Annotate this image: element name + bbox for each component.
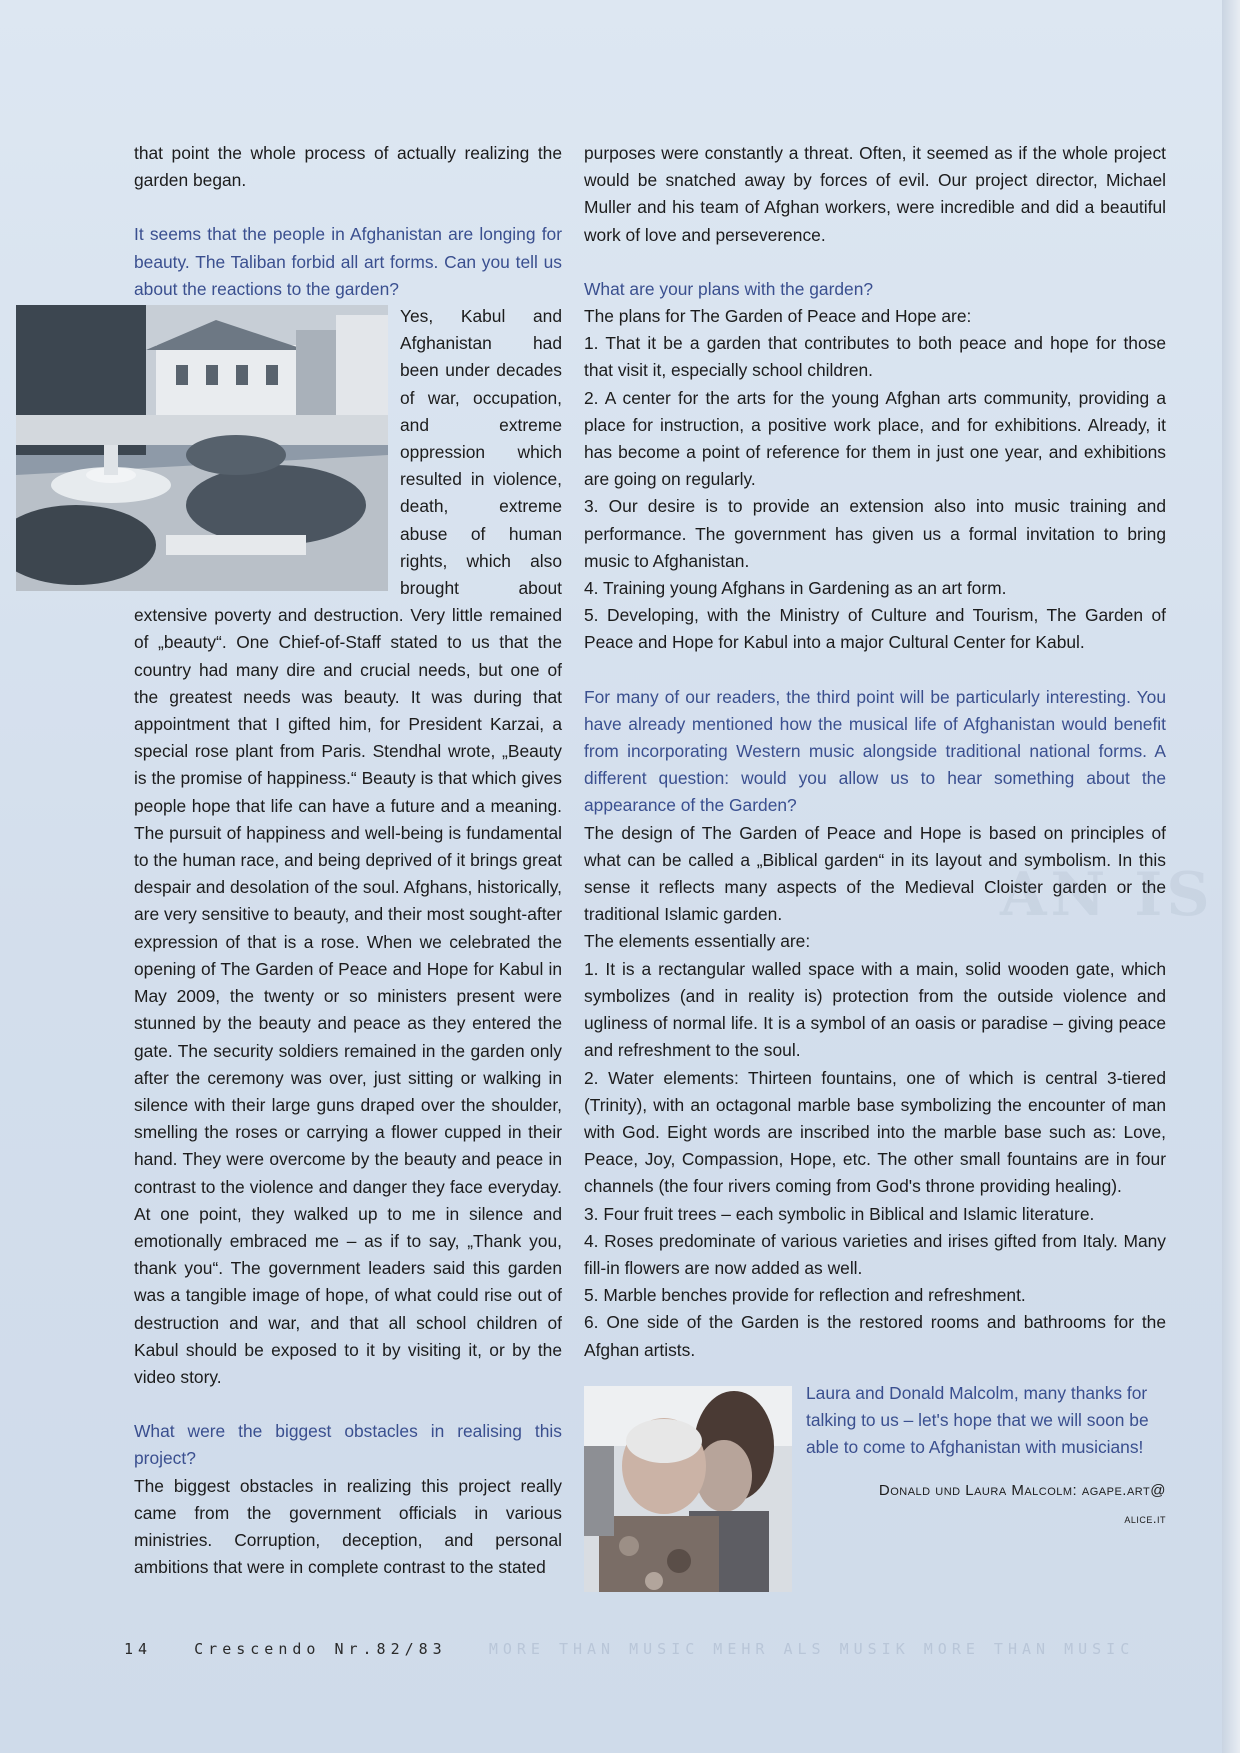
element-item: 4. Roses predominate of various varieties and irises gifted from Italy. Many fill-in flowers are now added as well.: [584, 1230, 1166, 1278]
page-number: 14: [124, 1640, 153, 1658]
plan-item: 4. Training young Afghans in Gardening as an art form.: [584, 578, 1007, 599]
answer-reactions: Yes, Kabul and Afghanistan had been under decades of war, occupation, and extreme oppression which resulted in violence, death, extreme abuse of human rights, which also brought about extensive poverty and destruction. Very little remained of „beauty“. One Chief-of-Staff stated to us that the country had many dire and crucial needs, but one of the greatest needs was beauty. It was during that appointment that I gifted him, for President Karzai, a special rose plant from Paris. Stendhal wrote, „Beauty is the promise of happiness.“ Beauty is that which gives people hope that life can have a future and a meaning. The pursuit of happiness and well-being is fundamental to the human race, and being deprived of it brings great despair and desolation of the soul. Afghans, historically, are very sensitive to beauty, and their most sought-after expression of that is a rose. When we celebrated the opening of The Garden of Peace and Hope for Kabul in May 2009, the twenty or so ministers present were stunned by the beauty and peace as they entered the gate. The security soldiers remained in the garden only after the ceremony was over, just sitting or walking in silence with their large guns draped over the shoulder, smelling the roses or carrying a flower cupped in their hand. They were overcome by the beauty and peace in contrast to the violence and danger they face everyday. At one point, they walked up to me in silence and emotionally embraced me – as if to say, „Thank you, thank you“. The government leaders said this garden was a tangible image of hope, of what could rise out of destruction and war, and that all school children of Kabul should be exposed to it by visiting it, or by the video story.: [134, 303, 562, 1391]
plans-intro: The plans for The Garden of Peace and Hope are:: [584, 306, 972, 327]
plan-item: 2. A center for the arts for the young Afghan arts community, providing a place for instruction, a positive work place, and for exhibitions. Already, it has become a point of reference for them in just one year, and exhibitions are going on regularly.: [584, 387, 1166, 490]
element-item: 1. It is a rectangular walled space with a main, solid wooden gate, which symbolizes (and in reality is) protection from the outside violence and ugliness of normal life. It is a symbol of an oasis or paradise – giving peace and refreshment to the soul.: [584, 958, 1166, 1061]
design-paragraph: The design of The Garden of Peace and Hope is based on principles of what can be called a „Biblical garden“ in its layout and symbolism. In this sense it reflects many aspects of the Medieval Cloister garden or the traditional Islamic garden.: [584, 822, 1166, 925]
closing-block: [584, 1380, 1166, 1532]
author-credit: Donald und Laura Malcolm: agape.art@ alice.it: [878, 1482, 1166, 1526]
plan-item: 1. That it be a garden that contributes to both peace and hope for those that visit it, especially school children.: [584, 333, 1166, 381]
garden-photo: [16, 305, 388, 591]
page-spine: [1222, 0, 1240, 1753]
magazine-issue: Crescendo Nr.82/83: [194, 1640, 447, 1658]
closing-remark: Laura and Donald Malcolm, many thanks for talking to us – let's hope that we will soon be able to come to Afghanistan with musicians!: [806, 1382, 1149, 1458]
plan-item: 5. Developing, with the Ministry of Culture and Tourism, The Garden of Peace and Hope for Kabul into a major Cultural Center for Kabul.: [584, 605, 1166, 653]
answer-obstacles: The biggest obstacles in realizing this project really came from the government officials in various ministries. Corruption, deception, and personal ambitions that were in complete contrast to the stated: [134, 1475, 562, 1578]
plan-item: 3. Our desire is to provide an extension also into music training and performance. The government has given us a formal invitation to bring music to Afghanistan.: [584, 496, 1166, 571]
elements-intro: The elements essentially are:: [584, 931, 811, 952]
footer-tagline: MORE THAN MUSIC MEHR ALS MUSIK MORE THAN MUSIC: [488, 1640, 1135, 1658]
question-appearance: For many of our readers, the third point will be particularly interesting. You have already mentioned how the musical life of Afghanistan would benefit from incorporating Western music alongside traditional national forms. A different question: would you allow us to hear something about the appearance of the Garden?: [584, 686, 1166, 816]
page-footer: [124, 1640, 1134, 1658]
element-item: 5. Marble benches provide for reflection and refreshment.: [584, 1285, 1026, 1306]
intro-paragraph: that point the whole process of actually realizing the garden began.: [134, 143, 562, 191]
element-item: 2. Water elements: Thirteen fountains, one of which is central 3-tiered (Trinity), with an octagonal marble base symbolizing the encounter of man with God. Eight words are inscribed into the marble base such as: Love, Peace, Joy, Compassion, Hope, etc. The other small fountains are in four channels (the four rivers coming from God's throne providing healing).: [584, 1067, 1166, 1197]
element-item: 6. One side of the Garden is the restored rooms and bathrooms for the Afghan artists.: [584, 1312, 1166, 1360]
continued-paragraph: purposes were constantly a threat. Often, it seemed as if the whole project would be snatched away by forces of evil. Our project director, Michael Muller and his team of Afghan workers, were incredible and did a beautiful work of love and perseverence.: [584, 143, 1166, 245]
question-reactions: It seems that the people in Afghanistan are longing for beauty. The Taliban forbid all art forms. Can you tell us about the reactions to the garden?: [134, 224, 562, 299]
background-watermark: AN IS: [1000, 860, 1214, 930]
element-item: 3. Four fruit trees – each symbolic in Biblical and Islamic literature.: [584, 1203, 1095, 1224]
left-column: [134, 140, 562, 1581]
question-plans: What are your plans with the garden?: [584, 278, 874, 299]
portrait-photo: [584, 1386, 792, 1592]
question-obstacles: What were the biggest obstacles in realising this project?: [134, 1421, 562, 1469]
